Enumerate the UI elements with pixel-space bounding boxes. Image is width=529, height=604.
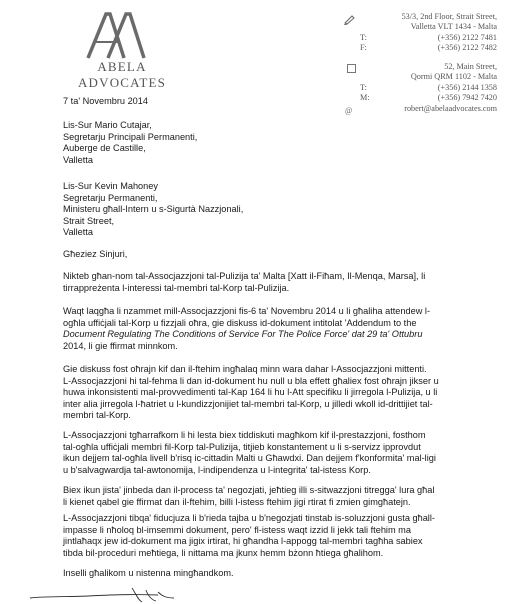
recipient-line: Segretarju Permanenti, bbox=[63, 192, 158, 203]
paragraph-line: L-Assocjazzjoni hi tal-fehma li dan id-dokument hu null u bla effett għaliex fost oħrajn jikser u bbox=[63, 375, 439, 386]
recipient-line: Auberge de Castille, bbox=[63, 143, 146, 154]
paragraph-line: L-Assocjazzjoni tibqa' fiducjuza li b'rieda tajba u b'negozjati tinstab is-soluzzjoni gusta għall- bbox=[63, 513, 435, 523]
paragraph-line: membri tal-Korp. bbox=[63, 410, 131, 421]
recipient-line: Ministeru għall-Intern u s-Sigurtà Nazzjonali, bbox=[63, 204, 244, 215]
paragraph-line: li kienet qabel gie ffirmat dan il-ftehim, billi l-istess ftehim jigi rtirat fi zmien gimgħatejn. bbox=[63, 496, 411, 507]
recipient-block-1 bbox=[63, 120, 519, 166]
paragraph-line: Waqt laqgħa li nzammet mill-Assocjazzjoni fis-6 ta' Novembru 2014 u li għaliha attendew l- bbox=[63, 306, 431, 316]
paragraph-6 bbox=[63, 513, 519, 559]
paragraph-line: jintlaħaqx jew id-dokument ma jigix irtirat, hi għandha l-appogg tal-membri tagħha sabiex bbox=[63, 536, 423, 547]
paragraph-line: huwa inkonsistenti mal-provvedimenti tal-Kap 164 li hu l-Att specifiku li jirregola l-Pulizija, u li bbox=[63, 387, 438, 398]
recipient-line: Segretarju Principali Permanenti, bbox=[63, 131, 198, 142]
office2-mobile: (+356) 7942 7420 bbox=[437, 93, 497, 103]
paragraph-line: u b'salvagwardja tal-awtonomija, l-indipendenza u l-integrita' tal-istess Korp. bbox=[63, 464, 371, 475]
paragraph-line: ogħla uffiċjali tal-Korp u fizzjali oħra, gie diskuss id-dokument intitolat 'Addendum to the bbox=[63, 317, 417, 328]
office1-line2: Valletta VLT 1434 - Malta bbox=[410, 22, 497, 32]
recipient-line: Valletta bbox=[63, 227, 93, 238]
paragraph-line: tibda bil-proceduri meħtiega, li nittama ma jkunx hemm bżonn ħtiega għalihom. bbox=[63, 547, 384, 558]
office2-line2: Qormi QRM 1102 - Malta bbox=[410, 72, 497, 82]
paragraph-line: inter alia jirregola l-ħatriet u l-kundizzjonijiet tal-membri tal-Korp, u jilledi wkoll id-drittijiet tal- bbox=[63, 398, 433, 409]
paragraph-line: Gie diskuss fost oħrajn kif dan il-ftehim ingħalaq minn wara dahar l-Assocjazzjoni mittenti. bbox=[63, 364, 427, 374]
address-box-icon bbox=[347, 64, 356, 73]
recipient-line: Lis-Sur Kevin Mahoney bbox=[63, 181, 158, 191]
paragraph-line: Biex ikun jista' jinbeda dan il-process ta' negozjati, jeħtieg illi s-sitwazzjoni titregga' lura għal bbox=[63, 485, 435, 495]
paragraph-2 bbox=[63, 306, 519, 352]
pen-icon bbox=[343, 14, 355, 25]
office1-fax: (+356) 2122 7482 bbox=[437, 43, 497, 53]
office2-phone: (+356) 2144 1358 bbox=[437, 82, 497, 92]
paragraph-4 bbox=[63, 430, 519, 476]
firm-name: ABELA ADVOCATES bbox=[77, 59, 167, 90]
recipient-block-2 bbox=[63, 181, 519, 239]
salutation: Għeziez Sinjuri, bbox=[63, 249, 128, 259]
recipient-line: Lis-Sur Mario Cutajar, bbox=[63, 120, 152, 130]
office1-line1: 53/3, 2nd Floor, Strait Street, bbox=[401, 12, 497, 21]
paragraph-line: Document Regulating The Conditions of Service For The Police Force' dat 29 ta' Ottubru bbox=[63, 329, 423, 340]
firm-logo bbox=[84, 12, 148, 60]
office2-t-label: T: bbox=[360, 82, 367, 92]
paragraph-1 bbox=[63, 271, 519, 294]
paragraph-line: L-Assocjazzjoni tgħarrafkom li hi lesta biex tiddiskuti magħkom kif il-prestazzjoni, fosthom bbox=[63, 430, 426, 440]
signature bbox=[28, 586, 188, 604]
office1-t-label: T: bbox=[360, 32, 367, 42]
paragraph-line: Nikteb għan-nom tal-Assocjazzjoni tal-Pulizija ta' Malta [Xatt il-Fiħam, Il-Menqa, Marsa], li bbox=[63, 271, 426, 281]
recipient-line: Valletta bbox=[63, 154, 93, 165]
paragraph-line: tal-ogħla uffiċjali membri fil-Korp tal-Pulizija, titjieb konstantement u li s-servizz ipprovdut bbox=[63, 441, 421, 452]
paragraph-line: impasse li nħoloq bl-imsemmi dokument, pero' fl-istess waqt izzid li jekk tali ftehim ma bbox=[63, 524, 411, 535]
paragraph-line: ikun dejjem tal-ogħla livell b'risq ic-cittadin Malti u Għawdxi. Dan dejjem f'konformita' mal-ligi bbox=[63, 453, 436, 464]
letter-date: 7 ta' Novembru 2014 bbox=[63, 96, 149, 106]
paragraph-line: tirrappreżenta l-interessi tal-membri tal-Korp tal-Pulizija. bbox=[63, 282, 290, 293]
closing-line: Inselli għalikom u nistenna mingħandkom. bbox=[63, 568, 234, 578]
office2-m-label: M: bbox=[360, 93, 370, 103]
office2-address bbox=[360, 62, 497, 114]
office1-f-label: F: bbox=[360, 43, 367, 53]
paragraph-line: 2014, li gie ffirmat minnkom. bbox=[63, 340, 178, 351]
paragraph-3 bbox=[63, 364, 519, 422]
office1-phone: (+356) 2122 7481 bbox=[437, 32, 497, 42]
office2-email: robert@abelaadvocates.com bbox=[404, 103, 497, 113]
email-icon: @ bbox=[345, 106, 353, 115]
paragraph-5 bbox=[63, 485, 519, 508]
office1-address bbox=[360, 12, 497, 54]
office2-line1: 52, Main Street, bbox=[444, 62, 497, 71]
recipient-line: Strait Street, bbox=[63, 215, 115, 226]
